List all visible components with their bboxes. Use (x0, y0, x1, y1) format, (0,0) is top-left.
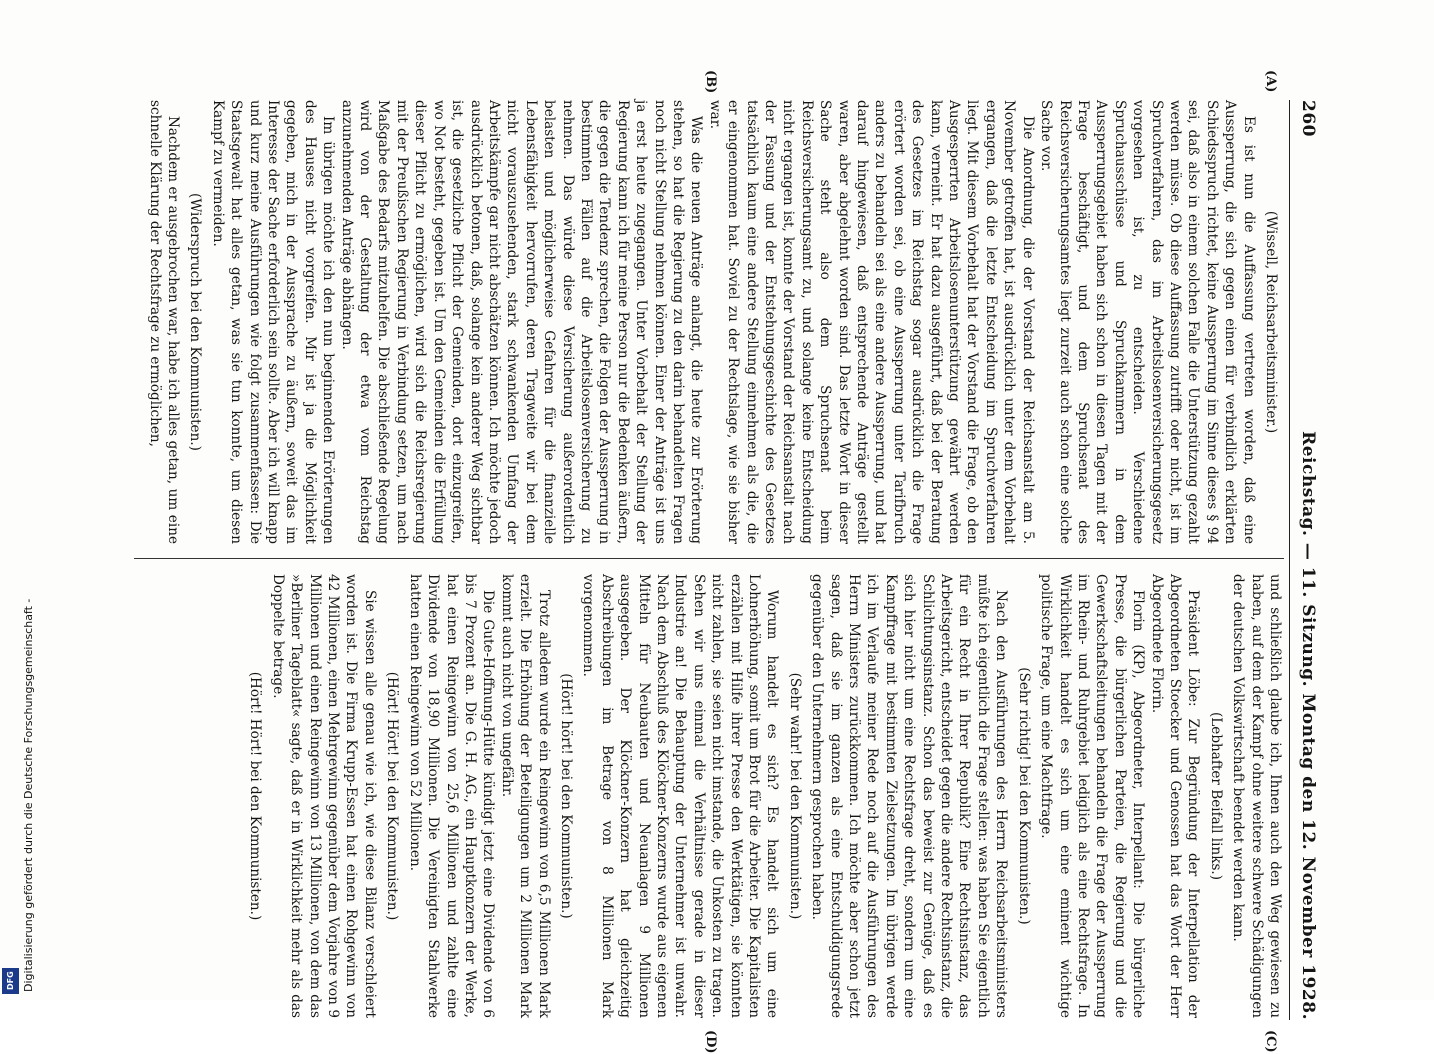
interjection: (Widerspruch bei den Kommunisten.) (187, 193, 204, 451)
interjection: (Hört! Hört! bei den Kommunisten.) (247, 671, 264, 921)
right-column (242, 574, 1284, 1018)
paragraph: Die Gute-Hoffnung-Hütte kündigt jetzt eine Dividende von 6 bis 7 Prozent an. Die G. H. AG., ein Hauptkonzern der Werke, hat einen Reingewinn von 25,6 Millionen und zahlte eine Dividende von 18,90 Millionen. Die Vereinigten Stahlwerke hatten einen Reingewinn von 52 Millionen. (406, 574, 497, 1018)
margin-mark-c: (C) (1263, 1030, 1278, 1053)
running-title: Reichstag. — 11. Sitzung. Montag den 12. November 1928. (1298, 431, 1318, 1020)
paragraph: Sie wissen alle genau wie ich, wie diese Bilanz verschleiert worden ist. Die Firma Krupp-Essen hat einen Rohgewinn von 42 Millionen, einen Mehrgewinn gegenüber dem Vorjahre von 9 Millionen und einen Reingewinn von 13 Millionen, von dem das »Berliner Tageblatt« sagte, daß er in Wirklichkeit mehr als das Doppelte betrage. (269, 574, 378, 1018)
margin-mark-a: (A) (1263, 70, 1278, 93)
paragraph: Worum handelt es sich? Es handelt sich um eine Lohnerhöhung, somit um Brot für die Arbeiter. Die Kapitalisten erzählen mit Hilfe ihrer Presse den Werktätigen, sie könnten nicht zahlen, sie seien nicht imstande, die Unkosten zu tragen. Sehen wir uns einmal die Verhältnisse gerade in dieser Industrie an! Die Behauptung der Unternehmer ist unwahr. Nach dem Abschluß des Klöckner-Konzerns wurde aus eigenen Mitteln für Neubauten und Neuanlagen 9 Millionen ausgegeben. Der Klöckner-Konzern hat gleichzeitig Abschreibungen im Betrage von 8 Millionen Mark vorgenommen. (580, 574, 781, 1018)
interjection: (Lebhafter Beifall links.) (1207, 711, 1224, 881)
paragraph: Nachdem er ausgebrochen war, habe ich alles getan, um eine schnelle Klärung der Rechtsfrage zu ermöglichen, (146, 100, 182, 544)
interjection: (Hört! Hört! bei den Kommunisten.) (384, 671, 401, 921)
paragraph: Im übrigen möchte ich den nun beginnenden Erörterungen des Hauses nicht vorgreifen. Mir ist ja die Möglichkeit gegeben, mich in der Aussprache zu äußern, soweit das im Interesse der Sache erforderlich sein sollte. Aber ich will knapp und kurz meine Ausführungen wie folgt zusammenfassen: Die Staatsgewalt hat alles getan, was sie tun konnte, um diesen Kampf zu vermeiden. (209, 100, 337, 544)
paragraph: und schließlich glaube ich, Ihnen auch den Weg gewiesen zu haben, auf dem der Kampf ohne weitere schwere Schädigungen der deutschen Volkswirtschaft beendet werden kann. (1230, 574, 1283, 1018)
margin-mark-b: (B) (703, 70, 718, 94)
paragraph: Nach den Ausführungen des Herrn Reichsarbeitsministers müßte ich eigentlich die Frage stellen: was haben Sie eigentlich für ein Recht in Ihrer Republik? Eine Rechtsinstanz, das Arbeitsgericht, entscheidet gegen die andere Rechtsinstanz, die Schlichtungsinstanz. Schon das beweist zur Genüge, daß es sich hier nicht um eine Rechtsfrage dreht, sondern um eine Kampffrage mit bestimmten Zielsetzungen. Im übrigen werde ich im Verlaufe meiner Rede noch auf die Ausführungen des Herrn Ministers zurückkommen. Ich möchte aber schon jetzt sagen, daß sie im ganzen als eine Entschuldigungsrede gegenüber den Unternehmern gesprochen haben. (809, 574, 1010, 1018)
paragraph: Die Anordnung, die der Vorstand der Reichsanstalt am 5. November getroffen hat, ist ausdrücklich unter dem Vorbehalt ergangen, daß die letzte Entscheidung im Spruchverfahren liegt. Mit diesem Vorbehalt hat der Vorstand die Frage, ob den Ausgesperrten Arbeitslosenunterstützung gewährt werden kann, verneint. Er hat dazu ausgeführt, daß bei der Beratung des Gesetzes im Reichstag sogar ausdrücklich die Frage erörtert worden sei, ob eine Aussperrung unter Tarifbruch anders zu behandeln sei als eine andere Aussperrung, und hat darauf hingewiesen, daß entsprechende Anträge gestellt waren, aber abgelehnt worden sind. Das letzte Wort in dieser Sache steht also dem Spruchsenat beim Reichsversicherungsamt zu, und solange keine Entscheidung nicht ergangen ist, konnte der Vorstand der Reichsanstalt nach der Fassung und der Entstehungsgeschichte des Gesetzes tatsächlich kaum eine andere Stellung einnehmen als die, die er eingenommen hat. Soviel zu der Rechtslage, wie sie bisher war. (706, 100, 1036, 544)
funding-credit: Digitalisierung gefördert durch die Deutsche Forschungsgemeinschaft - (22, 598, 35, 992)
interjection: (Sehr wahr! bei den Kommunisten.) (786, 672, 803, 920)
rotated-print-area (128, 70, 1318, 1054)
paragraph: Es ist nun die Auffassung vertreten worden, daß eine Aussperrung, die sich gegen einen für verbindlich erklärten Schiedsspruch richtet, keine Aussperrung im Sinne dieses § 94 sei, daß also in einem solchen Falle die Unterstützung gezahlt werden müsse. Ob diese Auffassung zutrifft oder nicht, ist im Spruchverfahren, das im Arbeitslosenversicherungsgesetz vorgesehen ist, zu entscheiden. Verschiedene Spruchausschüsse und Spruchkammern in dem Aussperrungsgebiet haben sich schon in diesen Tagen mit der Frage beschäftigt, und dem Spruchsenat des Reichsversicherungsamtes liegt zurzeit auch schon eine solche Sache vor. (1038, 100, 1257, 544)
paragraph: Trotz alledem wurde ein Reingewinn von 6,5 Millionen Mark erzielt. Die Erhöhung der Beteiligungen um 2 Millionen Mark kommt auch nicht von ungefähr. (498, 574, 552, 1018)
left-column (145, 100, 1284, 544)
margin-mark-d: (D) (703, 1030, 718, 1054)
dfg-logo: DFG (2, 968, 19, 994)
paragraph: Was die neuen Anträge anlangt, die heute zur Erörterung stehen, so hat die Regierung zu den darin behandelten Fragen noch nicht Stellung nehmen können. Einer der Anträge ist uns ja erst heute zugegangen. Unter Vorbehalt der Stellung der Regierung kann ich für meine Person nur die Bedenken äußern, die gegen die Tendenz sprechen, die Folgen der Aussperrung in bestimmten Fällen auf die Arbeitslosenversicherung zu nehmen. Das würde diese Versicherung außerordentlich belasten und möglicherweise Gefahren für die finanzielle Lebensfähigkeit hervorrufen, deren Tragweite wir bei dem nicht vorauszusehenden, stark schwankenden Umfang der Arbeitskämpfe gar nicht abschätzen können. Ich möchte jedoch ausdrücklich betonen, daß, solange kein anderer Weg sichtbar ist, die gesetzliche Pflicht der Gemeinden, dort einzugreifen, wo Not besteht, gegeben ist. Um den Gemeinden die Erfüllung dieser Pflicht zu ermöglichen, wird sich die Reichsregierung mit der Preußischen Regierung in Verbindung setzen, um nach Maßgabe des Bedarfs mitzuhelfen. Die abschließende Regelung wird von der Gestaltung der etwa vom Reichstag anzunehmenden Anträge abhängen. (338, 100, 705, 544)
column-divider (134, 558, 1284, 559)
interjection: (Sehr richtig! bei den Kommunisten.) (1015, 667, 1032, 925)
paragraph: Florin (KP), Abgeordneter, Interpellant: Die bürgerliche Presse, die bürgerlichen Parteien, die Regierung und die Gewerkschaftsleitungen behandeln die Frage der Aussperrung im Rhein- und Ruhrgebiet lediglich als eine Rechtsfrage. In Wirklichkeit handelt es sich um eine eminent wichtige politische Frage, um eine Machtfrage. (1038, 574, 1147, 1018)
interjection: (Hört! hört! bei den Kommunisten.) (557, 673, 574, 919)
digitization-footer (0, 0, 35, 1000)
paragraph: Präsident Löbe: Zur Begründung der Interpellation der Abgeordneten Stoecker und Genossen hat das Wort der Herr Abgeordnete Florin. (1148, 574, 1202, 1018)
page-number: 260 (1298, 100, 1318, 137)
speaker-label: (Wissell, Reichsarbeitsminister.) (1263, 210, 1279, 434)
page-header (1292, 100, 1318, 1020)
header-rule (1289, 100, 1290, 1020)
